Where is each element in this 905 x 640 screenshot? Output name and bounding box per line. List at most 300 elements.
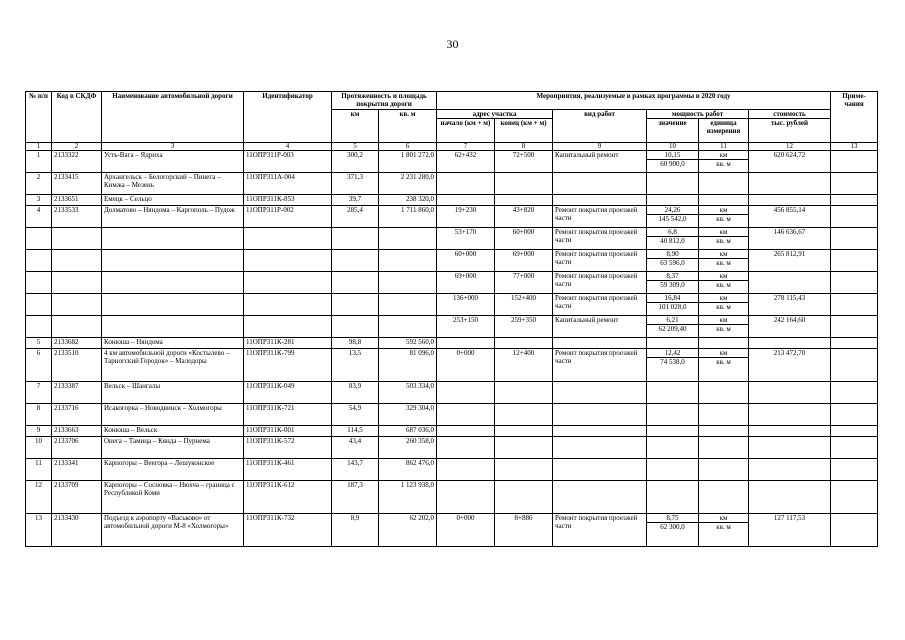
table-body [26, 150, 878, 546]
capacity-unit-cell [699, 227, 749, 249]
row-number-cell [26, 227, 52, 249]
area-sqm-cell: 1 123 938,0 [379, 480, 437, 513]
end-cell [495, 381, 553, 403]
identifier-cell: 11ОПР311К-001 [244, 425, 332, 436]
work-type-cell: Капитальный ремонт [553, 315, 647, 337]
road-code-cell: 2133387 [52, 381, 102, 403]
road-name-cell: Онега – Тамица – Кянда – Пурнема [102, 436, 244, 458]
header-measures: Мероприятия, реализуемые в рамках программы в 2020 году [437, 92, 831, 110]
unit-sqm-label: кв. м [699, 324, 748, 333]
road-name-cell [102, 227, 244, 249]
capacity-value-cell [647, 271, 699, 293]
length-km-cell [332, 293, 379, 315]
area-sqm-cell: 1 711 860,0 [379, 205, 437, 227]
cost-cell: 213 472,70 [749, 348, 831, 381]
start-cell: 60+000 [437, 249, 495, 271]
length-km-cell: 187,3 [332, 480, 379, 513]
header-notes: Приме-чания [831, 92, 878, 143]
notes-cell [831, 293, 878, 315]
area-sqm-cell: 687 036,0 [379, 425, 437, 436]
capacity-area-value: 62 300,0 [647, 522, 698, 531]
row-number-cell: 7 [26, 381, 52, 403]
length-km-cell: 39,7 [332, 194, 379, 205]
identifier-cell: 11ОПР311К-461 [244, 458, 332, 480]
table-row [26, 348, 878, 381]
road-name-cell: Исакогорка – Новодвинск – Холмогоры [102, 403, 244, 425]
notes-cell [831, 458, 878, 480]
identifier-cell [244, 315, 332, 337]
notes-cell [831, 425, 878, 436]
start-cell: 53+170 [437, 227, 495, 249]
capacity-value-cell [647, 436, 699, 458]
unit-sqm-label: кв. м [699, 258, 748, 267]
notes-cell [831, 480, 878, 513]
end-cell [495, 458, 553, 480]
identifier-cell: 11ОПР311А-004 [244, 172, 332, 194]
road-code-cell: 2133415 [52, 172, 102, 194]
cost-cell: 456 855,14 [749, 205, 831, 227]
unit-km-label: км [719, 293, 728, 302]
header-capacity: мощность работ [647, 109, 749, 118]
header-cost-unit: тыс. рублей [749, 118, 831, 142]
capacity-km-value: 12,42 [664, 348, 681, 357]
area-sqm-cell: 62 202,0 [379, 513, 437, 546]
length-km-cell: 371,3 [332, 172, 379, 194]
work-type-cell [553, 425, 647, 436]
table-row [26, 425, 878, 436]
notes-cell [831, 381, 878, 403]
capacity-km-value: 24,26 [664, 205, 681, 214]
capacity-value-cell [647, 513, 699, 546]
work-type-cell: Ремонт покрытия проезжей части [553, 513, 647, 546]
road-code-cell [52, 227, 102, 249]
road-code-cell: 2133430 [52, 513, 102, 546]
start-cell: 0+000 [437, 513, 495, 546]
capacity-value-cell [647, 480, 699, 513]
end-cell [495, 403, 553, 425]
capacity-km-value: 6,21 [666, 315, 679, 324]
table-row [26, 205, 878, 227]
column-number: 1 [26, 142, 52, 150]
area-sqm-cell: 238 320,0 [379, 194, 437, 205]
row-number-cell: 10 [26, 436, 52, 458]
road-name-cell [102, 271, 244, 293]
capacity-km-value: 10,15 [664, 150, 681, 159]
work-type-cell [553, 194, 647, 205]
road-code-cell: 2133709 [52, 480, 102, 513]
capacity-unit-cell [699, 315, 749, 337]
start-cell: 136+000 [437, 293, 495, 315]
work-type-cell [553, 403, 647, 425]
capacity-value-cell [647, 337, 699, 348]
work-type-cell [553, 480, 647, 513]
capacity-unit-cell [699, 337, 749, 348]
header-road-name: Наименование автомобильной дороги [102, 92, 244, 143]
work-type-cell [553, 337, 647, 348]
row-number-cell: 6 [26, 348, 52, 381]
identifier-cell: 11ОПР311К-853 [244, 194, 332, 205]
area-sqm-cell: 329 304,0 [379, 403, 437, 425]
road-name-cell: Карпогоры – Веегора – Лешуконское [102, 458, 244, 480]
table-row [26, 194, 878, 205]
start-cell: 19+230 [437, 205, 495, 227]
cost-cell: 146 636,67 [749, 227, 831, 249]
notes-cell [831, 436, 878, 458]
identifier-cell [244, 293, 332, 315]
notes-cell [831, 513, 878, 546]
start-cell [437, 403, 495, 425]
unit-sqm-label: кв. м [699, 214, 748, 223]
capacity-area-value: 40 812,0 [647, 236, 698, 245]
unit-km-label: км [719, 315, 728, 324]
column-numbers-row [26, 142, 878, 150]
notes-cell [831, 205, 878, 227]
capacity-unit-cell [699, 480, 749, 513]
end-cell: 8+886 [495, 513, 553, 546]
length-km-cell: 54,9 [332, 403, 379, 425]
capacity-value-cell [647, 194, 699, 205]
identifier-cell: 11ОПР311Р-002 [244, 205, 332, 227]
work-type-cell: Ремонт покрытия проезжей части [553, 271, 647, 293]
cost-cell [749, 480, 831, 513]
length-km-cell: 300,2 [332, 150, 379, 172]
work-type-cell: Ремонт покрытия проезжей части [553, 249, 647, 271]
area-sqm-cell [379, 249, 437, 271]
work-type-cell [553, 381, 647, 403]
start-cell [437, 172, 495, 194]
identifier-cell: 11ОПР311К-049 [244, 381, 332, 403]
length-km-cell: 285,4 [332, 205, 379, 227]
identifier-cell: 11ОПР311К-799 [244, 348, 332, 381]
capacity-unit-cell [699, 513, 749, 546]
capacity-unit-cell [699, 381, 749, 403]
page-number: 30 [446, 37, 459, 51]
cost-cell [749, 458, 831, 480]
capacity-area-value: 74 538,0 [647, 357, 698, 366]
column-number: 4 [244, 142, 332, 150]
capacity-value-cell [647, 293, 699, 315]
road-name-cell: Вельск – Шангалы [102, 381, 244, 403]
capacity-area-value: 63 596,0 [647, 258, 698, 267]
notes-cell [831, 271, 878, 293]
cost-cell: 242 164,60 [749, 315, 831, 337]
end-cell: 60+000 [495, 227, 553, 249]
capacity-area-value: 59 309,0 [647, 280, 698, 289]
row-number-cell [26, 271, 52, 293]
end-cell: 77+000 [495, 271, 553, 293]
notes-cell [831, 315, 878, 337]
start-cell: 0+000 [437, 348, 495, 381]
length-km-cell [332, 315, 379, 337]
length-km-cell: 8,9 [332, 513, 379, 546]
road-code-cell: 2133716 [52, 403, 102, 425]
capacity-unit-cell [699, 425, 749, 436]
start-cell: 69+000 [437, 271, 495, 293]
area-sqm-cell: 503 334,0 [379, 381, 437, 403]
header-cost: стоимость [749, 109, 831, 118]
length-km-cell [332, 249, 379, 271]
road-name-cell [102, 315, 244, 337]
start-cell: 62+432 [437, 150, 495, 172]
work-type-cell [553, 458, 647, 480]
capacity-area-value: 62 209,40 [647, 324, 698, 333]
road-name-cell [102, 249, 244, 271]
road-name-cell: Карпогоры – Сосновка – Нюхча – граница с Республикой Коми [102, 480, 244, 513]
capacity-unit-cell [699, 205, 749, 227]
work-type-cell [553, 172, 647, 194]
capacity-km-value: 8,75 [666, 513, 679, 522]
end-cell: 152+400 [495, 293, 553, 315]
capacity-value-cell [647, 172, 699, 194]
capacity-unit-cell [699, 436, 749, 458]
work-type-cell [553, 436, 647, 458]
length-km-cell: 43,4 [332, 436, 379, 458]
road-code-cell: 2133651 [52, 194, 102, 205]
cost-cell [749, 271, 831, 293]
road-code-cell [52, 293, 102, 315]
notes-cell [831, 194, 878, 205]
start-cell [437, 194, 495, 205]
capacity-value-cell [647, 150, 699, 172]
notes-cell [831, 337, 878, 348]
identifier-cell: 11ОПР311Р-003 [244, 150, 332, 172]
length-km-cell [332, 271, 379, 293]
capacity-area-value: 101 028,0 [647, 302, 698, 311]
road-code-cell [52, 271, 102, 293]
unit-km-label: км [719, 348, 728, 357]
row-number-cell: 13 [26, 513, 52, 546]
area-sqm-cell: 1 801 272,0 [379, 150, 437, 172]
row-number-cell [26, 315, 52, 337]
unit-sqm-label: кв. м [699, 159, 748, 168]
table-row [26, 436, 878, 458]
notes-cell [831, 403, 878, 425]
row-number-cell: 5 [26, 337, 52, 348]
capacity-value-cell [647, 227, 699, 249]
unit-km-label: км [719, 271, 728, 280]
road-code-cell: 2133322 [52, 150, 102, 172]
row-number-cell: 1 [26, 150, 52, 172]
unit-km-label: км [719, 150, 728, 159]
cost-cell [749, 337, 831, 348]
capacity-value-cell [647, 205, 699, 227]
area-sqm-cell [379, 227, 437, 249]
unit-km-label: км [719, 227, 728, 236]
road-name-cell: Долматово – Няндома – Каргополь – Пудож [102, 205, 244, 227]
header-km: км [332, 109, 379, 142]
road-code-cell: 2133510 [52, 348, 102, 381]
road-name-cell: Архангельск – Белогорский – Пинега – Кимжа – Мезень [102, 172, 244, 194]
road-code-cell [52, 315, 102, 337]
header-sqm: кв. м [379, 109, 437, 142]
column-number: 3 [102, 142, 244, 150]
road-code-cell [52, 249, 102, 271]
cost-cell [749, 194, 831, 205]
row-number-cell: 11 [26, 458, 52, 480]
header-value: значение [647, 118, 699, 142]
capacity-km-value: 6,8 [668, 227, 677, 236]
capacity-value-cell [647, 403, 699, 425]
header-code: Код в СКДФ [52, 92, 102, 143]
start-cell [437, 480, 495, 513]
identifier-cell [244, 249, 332, 271]
capacity-unit-cell [699, 194, 749, 205]
identifier-cell: 11ОПР311К-721 [244, 403, 332, 425]
table-row [26, 271, 878, 293]
area-sqm-cell [379, 315, 437, 337]
identifier-cell [244, 227, 332, 249]
capacity-unit-cell [699, 172, 749, 194]
capacity-unit-cell [699, 249, 749, 271]
unit-sqm-label: кв. м [699, 302, 748, 311]
header-extent: Протяженность и площадь покрытия дороги [332, 92, 437, 110]
column-number: 9 [553, 142, 647, 150]
end-cell: 69+000 [495, 249, 553, 271]
cost-cell: 127 117,53 [749, 513, 831, 546]
capacity-value-cell [647, 315, 699, 337]
table-row [26, 513, 878, 546]
column-number: 2 [52, 142, 102, 150]
area-sqm-cell [379, 271, 437, 293]
length-km-cell: 98,8 [332, 337, 379, 348]
column-number: 12 [749, 142, 831, 150]
table-row [26, 172, 878, 194]
capacity-value-cell [647, 249, 699, 271]
length-km-cell: 83,9 [332, 381, 379, 403]
capacity-value-cell [647, 458, 699, 480]
table-row [26, 480, 878, 513]
table-row [26, 227, 878, 249]
identifier-cell: 11ОПР311К-732 [244, 513, 332, 546]
work-type-cell: Ремонт покрытия проезжей части [553, 227, 647, 249]
unit-km-label: км [719, 205, 728, 214]
column-number: 6 [379, 142, 437, 150]
area-sqm-cell: 862 476,0 [379, 458, 437, 480]
notes-cell [831, 172, 878, 194]
identifier-cell: 11ОПР311К-572 [244, 436, 332, 458]
road-name-cell: Подъезд к аэропорту «Васьково» от автомобильной дороги М-8 «Холмогоры» [102, 513, 244, 546]
cost-cell [749, 172, 831, 194]
cost-cell: 265 812,91 [749, 249, 831, 271]
capacity-unit-cell [699, 271, 749, 293]
header-identifier: Идентификатор [244, 92, 332, 143]
table-row [26, 315, 878, 337]
work-type-cell: Ремонт покрытия проезжей части [553, 348, 647, 381]
end-cell: 43+820 [495, 205, 553, 227]
header-num: № п/п [26, 92, 52, 143]
road-code-cell: 2133533 [52, 205, 102, 227]
notes-cell [831, 348, 878, 381]
end-cell [495, 337, 553, 348]
row-number-cell: 4 [26, 205, 52, 227]
end-cell [495, 436, 553, 458]
notes-cell [831, 150, 878, 172]
road-name-cell: 4 км автомобильной дороги «Костылево – Тарногский Городок» – Малодоры [102, 348, 244, 381]
capacity-area-value: 145 542,0 [647, 214, 698, 223]
start-cell [437, 381, 495, 403]
identifier-cell: 11ОПР311К-612 [244, 480, 332, 513]
unit-sqm-label: кв. м [699, 522, 748, 531]
capacity-area-value: 60 900,0 [647, 159, 698, 168]
table-row [26, 337, 878, 348]
capacity-value-cell [647, 348, 699, 381]
cost-cell [749, 403, 831, 425]
row-number-cell: 2 [26, 172, 52, 194]
notes-cell [831, 227, 878, 249]
end-cell [495, 480, 553, 513]
end-cell: 12+400 [495, 348, 553, 381]
start-cell [437, 458, 495, 480]
table-row [26, 381, 878, 403]
row-number-cell [26, 249, 52, 271]
row-number-cell: 9 [26, 425, 52, 436]
area-sqm-cell: 592 560,0 [379, 337, 437, 348]
column-number: 10 [647, 142, 699, 150]
area-sqm-cell: 2 231 280,0 [379, 172, 437, 194]
road-name-cell: Емецк – Сельцо [102, 194, 244, 205]
table-row [26, 458, 878, 480]
unit-sqm-label: кв. м [699, 236, 748, 245]
header-address: адрес участка [437, 109, 553, 118]
length-km-cell: 13,5 [332, 348, 379, 381]
capacity-unit-cell [699, 403, 749, 425]
length-km-cell: 143,7 [332, 458, 379, 480]
road-code-cell: 2133682 [52, 337, 102, 348]
unit-sqm-label: кв. м [699, 357, 748, 366]
capacity-unit-cell [699, 348, 749, 381]
row-number-cell: 12 [26, 480, 52, 513]
column-number: 8 [495, 142, 553, 150]
end-cell [495, 425, 553, 436]
start-cell [437, 425, 495, 436]
unit-km-label: км [719, 513, 728, 522]
row-number-cell [26, 293, 52, 315]
cost-cell [749, 436, 831, 458]
notes-cell [831, 249, 878, 271]
road-name-cell: Усть-Вага – Ядриха [102, 150, 244, 172]
row-number-cell: 8 [26, 403, 52, 425]
start-cell [437, 436, 495, 458]
table-row [26, 249, 878, 271]
end-cell: 72+500 [495, 150, 553, 172]
capacity-value-cell [647, 425, 699, 436]
road-name-cell [102, 293, 244, 315]
cost-cell [749, 381, 831, 403]
column-number: 7 [437, 142, 495, 150]
length-km-cell [332, 227, 379, 249]
unit-km-label: км [719, 249, 728, 258]
end-cell [495, 194, 553, 205]
unit-sqm-label: кв. м [699, 280, 748, 289]
column-number: 5 [332, 142, 379, 150]
road-code-cell: 2133663 [52, 425, 102, 436]
table-row [26, 403, 878, 425]
capacity-km-value: 8,90 [666, 249, 679, 258]
identifier-cell: 11ОПР311К-281 [244, 337, 332, 348]
cost-cell: 620 624,72 [749, 150, 831, 172]
work-type-cell: Ремонт покрытия проезжей части [553, 293, 647, 315]
road-name-cell: Конюша – Няндома [102, 337, 244, 348]
work-type-cell: Капитальный ремонт [553, 150, 647, 172]
cost-cell: 278 115,43 [749, 293, 831, 315]
header-end: конец (км + м) [495, 118, 553, 142]
work-type-cell: Ремонт покрытия проезжей части [553, 205, 647, 227]
header-unit: единица измерения [699, 118, 749, 142]
start-cell [437, 337, 495, 348]
capacity-value-cell [647, 381, 699, 403]
capacity-km-value: 8,37 [666, 271, 679, 280]
road-code-cell: 2133341 [52, 458, 102, 480]
